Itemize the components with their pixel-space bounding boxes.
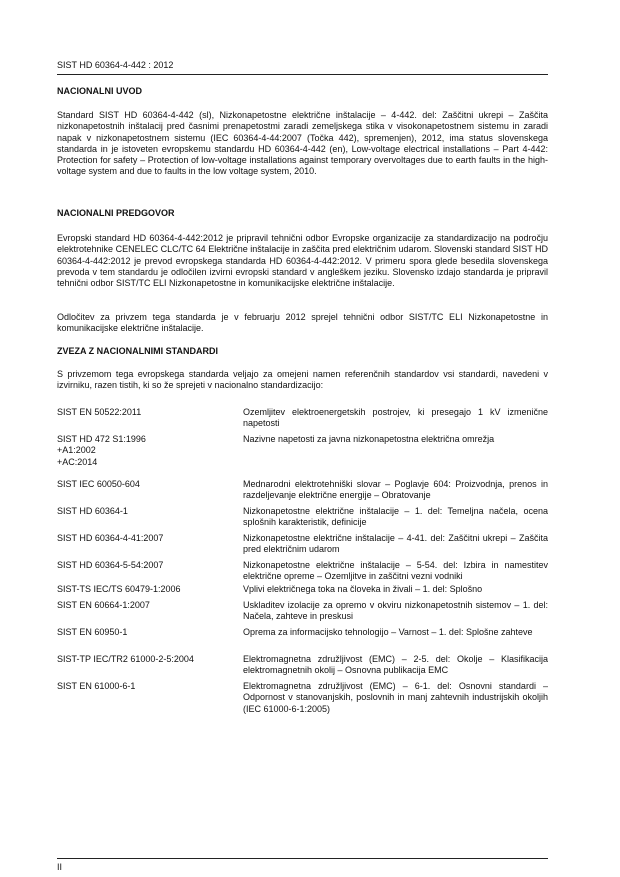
standard-title: Nazivne napetosti za javna nizkonapetostna električna omrežja — [243, 434, 495, 444]
standard-title: Elektromagnetna združljivost (EMC) – 6-1. del: Osnovni standardi – Odpornost v stanovanjskih, poslovnih in manj zahtevnih industrijskih okoljih (IEC 61000-6-1:2005) — [243, 681, 548, 714]
standard-code — [57, 681, 243, 715]
standard-code — [57, 506, 243, 529]
table-row — [57, 627, 548, 638]
standard-title: Nizkonapetostne električne inštalacije – 4-41. del: Zaščitni ukrepi – Zaščita pred električnim udarom — [243, 533, 548, 555]
table-row — [57, 533, 548, 556]
table-row — [57, 560, 548, 583]
code-line: SIST EN 60950-1 — [57, 627, 128, 637]
standard-code — [57, 627, 243, 638]
paragraph-predgovor-1: Evropski standard HD 60364-4-442:2012 je pripravil tehnični odbor Evropske organizacije za standardizacijo na področju elektrotehnike CENELEC CLC/TC 64 Električne inštalacije in zaščita pred električnim udarom. Slovenski standard SIST HD 60364-4-442:2012 je prevod evropskega standarda HD 60364-4-442:2012. V primeru spora glede besedila slovenskega prevoda v tem standardu je odločilen izvirni evropski standard v angleškem jeziku. Slovensko izdajo standarda je pripravil tehnični odbor SIST/TC ELI Nizkonapetostne in komunikacijske električne inštalacije. — [57, 233, 548, 289]
code-line: SIST EN 50522:2011 — [57, 407, 142, 417]
heading-nacionalni-uvod: NACIONALNI UVOD — [57, 86, 142, 96]
table-row — [57, 506, 548, 529]
code-line: SIST-TP IEC/TR2 61000-2-5:2004 — [57, 654, 194, 664]
footer-rule — [57, 858, 548, 859]
heading-zveza: ZVEZA Z NACIONALNIMI STANDARDI — [57, 346, 218, 356]
table-row — [57, 407, 548, 430]
standard-title: Nizkonapetostne električne inštalacije – 5-54. del: Izbira in namestitev električne opreme – Ozemljitve in zaščitni vezni vodniki — [243, 560, 548, 582]
standard-code — [57, 533, 243, 556]
page-number: II — [57, 862, 63, 872]
standard-title: Oprema za informacijsko tehnologijo – Varnost – 1. del: Splošne zahteve — [243, 627, 533, 637]
running-header: SIST HD 60364-4-442 : 2012 — [57, 60, 174, 70]
paragraph-predgovor-2: Odločitev za privzem tega standarda je v februarju 2012 sprejel tehnični odbor SIST/TC ELI Nizkonapetostne in komunikacijske električne inštalacije. — [57, 312, 548, 334]
standard-title: Nizkonapetostne električne inštalacije – 1. del: Temeljna načela, ocena splošnih karakteristik, definicije — [243, 506, 548, 528]
code-line: SIST-TS IEC/TS 60479-1:2006 — [57, 584, 181, 594]
standard-title: Mednarodni elektrotehniški slovar – Poglavje 604: Proizvodnja, prenos in razdeljevanje električne energije – Obratovanje — [243, 479, 548, 501]
code-line: +A1:2002 — [57, 445, 96, 456]
paragraph-zveza: S privzemom tega evropskega standarda veljajo za omejeni namen referenčnih standardov vsi standardi, navedeni v izvirniku, razen tistih, ki so že sprejeti v nacionalno standardizacijo: — [57, 369, 548, 391]
standard-title: Vplivi električnega toka na človeka in živali – 1. del: Splošno — [243, 584, 483, 594]
heading-nacionalni-predgovor: NACIONALNI PREDGOVOR — [57, 208, 175, 218]
standard-code — [57, 479, 243, 502]
code-line: SIST HD 60364-5-54:2007 — [57, 560, 164, 570]
standard-title: Ozemljitev elektroenergetskih postrojev, ki presegajo 1 kV izmenične napetosti — [243, 407, 548, 429]
code-line: SIST HD 60364-4-41:2007 — [57, 533, 164, 543]
table-row — [57, 654, 548, 677]
table-row — [57, 479, 548, 502]
code-line: SIST EN 60664-1:2007 — [57, 600, 150, 610]
standard-title: Uskladitev izolacije za opremo v okviru nizkonapetostnih sistemov – 1. del: Načela, zahteve in preskusi — [243, 600, 548, 622]
standard-code — [57, 560, 243, 583]
table-row — [57, 434, 548, 468]
table-row — [57, 600, 548, 623]
code-line: SIST IEC 60050-604 — [57, 479, 140, 489]
table-row — [57, 584, 548, 595]
standard-title: Elektromagnetna združljivost (EMC) – 2-5. del: Okolje – Klasifikacija elektromagnetnih okolij – Osnovna publikacija EMC — [243, 654, 548, 676]
code-line: +AC:2014 — [57, 456, 98, 467]
code-line: SIST HD 472 S1:1996 — [57, 434, 146, 444]
header-rule — [57, 74, 548, 75]
standard-code — [57, 434, 243, 468]
standard-code — [57, 407, 243, 430]
standard-code — [57, 584, 243, 595]
code-line: SIST HD 60364-1 — [57, 506, 128, 516]
standard-code — [57, 600, 243, 623]
code-line: SIST EN 61000-6-1 — [57, 681, 136, 691]
table-row — [57, 681, 548, 715]
paragraph-uvod: Standard SIST HD 60364-4-442 (sl), Nizkonapetostne električne inštalacije – 4-442. del: Zaščitni ukrepi – Zaščita nizkonapetostnih inštalacij pred časnimi prenapetostmi zaradi zemeljskega stika v visokonapetostnem sistemu in zaradi napak v nizkonapetostnem sistemu (IEC 60364-4-44:2007 (Točka 442), spremenjen), 2012, ima status slovenskega standarda in je istoveten evropskemu standardu HD 60364-4-442 (en), Low-voltage electrical installations – Part 4-442: Protection for safety – Protection of low-voltage installations against temporary overvoltages due to earth faults in the high-voltage system and due to faults in the low voltage system, 2010. — [57, 110, 548, 177]
standard-code — [57, 654, 243, 677]
